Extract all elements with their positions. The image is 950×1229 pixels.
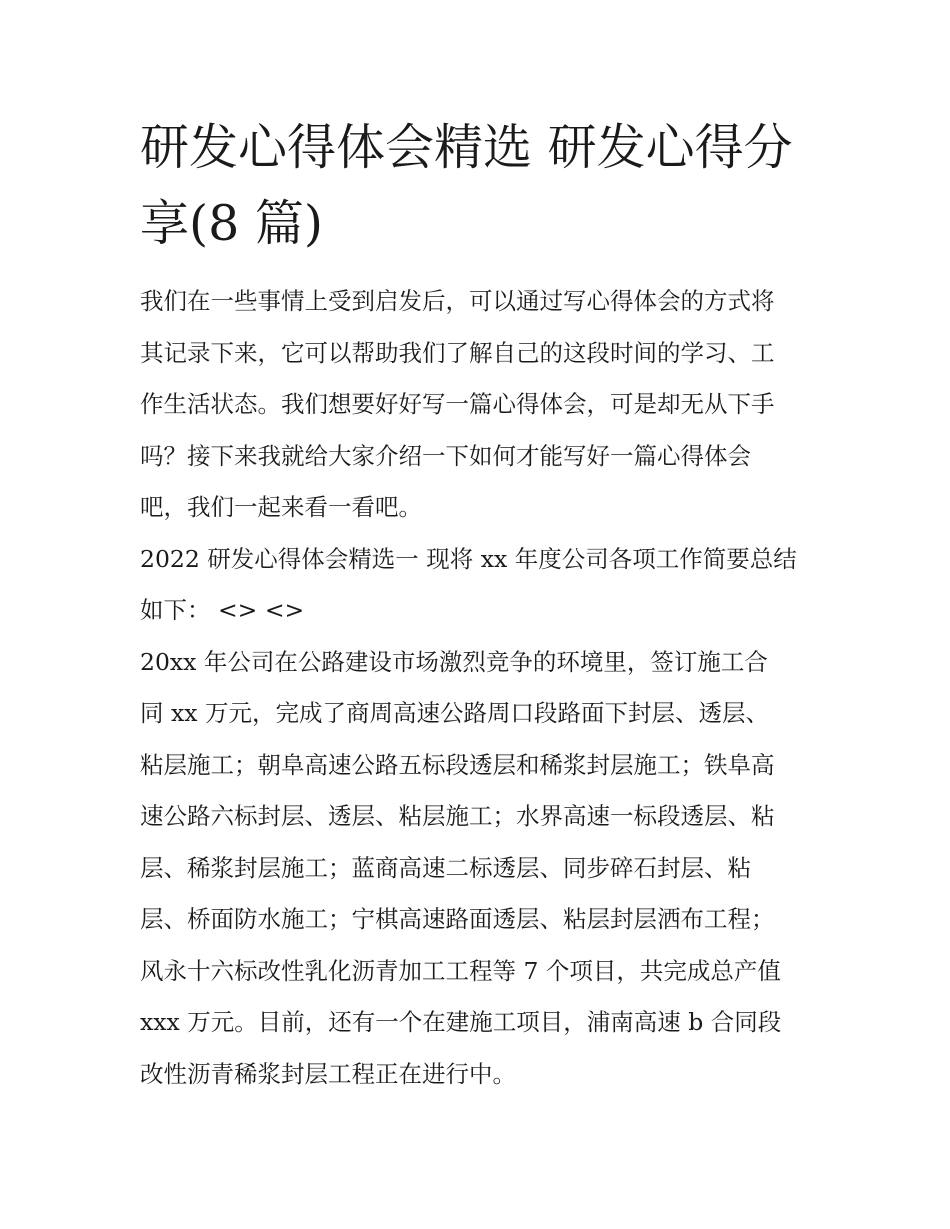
paragraph-line: 作生活状态。我们想要好好写一篇心得体会，可是却无从下手: [140, 390, 775, 418]
paragraph-line: 风永十六标改性乳化沥青加工工程等 7 个项目，共完成总产值: [140, 956, 781, 985]
paragraph-line: 层、桥面防水施工；宁棋高速路面透层、粘层封层洒布工程；: [140, 905, 775, 933]
paragraph-line: 改性沥青稀浆封层工程正在进行中。: [140, 1059, 516, 1088]
paragraph-line: 粘层施工；朝阜高速公路五标段透层和稀浆封层施工；铁阜高: [140, 750, 775, 779]
summary-paragraph: [140, 637, 815, 1101]
paragraph-line: 吧，我们一起来看一看吧。: [140, 493, 422, 521]
title-line-2: [140, 186, 815, 262]
document-title: [140, 110, 815, 262]
paragraph-line: 层、稀浆封层施工；蓝商高速二标透层、同步碎石封层、粘: [140, 853, 751, 882]
paragraph-line: xxx 万元。目前，还有一个在建施工项目，浦南高速 b 合同段: [140, 1008, 782, 1036]
paragraph-line: 速公路六标封层、透层、粘层施工；水界高速一标段透层、粘: [140, 802, 775, 830]
paragraph-line: 同 xx 万元，完成了商周高速公路周口段路面下封层、透层、: [140, 699, 769, 727]
section-heading-paragraph: [140, 534, 815, 637]
title-line-1: 研发心得体会精选 研发心得分: [140, 119, 793, 176]
intro-paragraph: [140, 276, 815, 534]
paragraph-line: 我们在一些事情上受到启发后，可以通过写心得体会的方式将: [140, 287, 775, 315]
paragraph-line: 2022 研发心得体会精选一 现将 xx 年度公司各项工作简要总结: [140, 544, 797, 573]
paragraph-line: 如下： <> <>: [140, 596, 305, 624]
paragraph-line: 吗？接下来我就给大家介绍一下如何才能写好一篇心得体会: [140, 441, 751, 470]
paragraph-line: 其记录下来，它可以帮助我们了解自己的这段时间的学习、工: [140, 338, 775, 367]
document-page: [140, 110, 815, 1100]
title-line-2-text: 享(8 篇): [140, 195, 323, 252]
paragraph-line: 20xx 年公司在公路建设市场激烈竞争的环境里，签订施工合: [140, 647, 768, 676]
